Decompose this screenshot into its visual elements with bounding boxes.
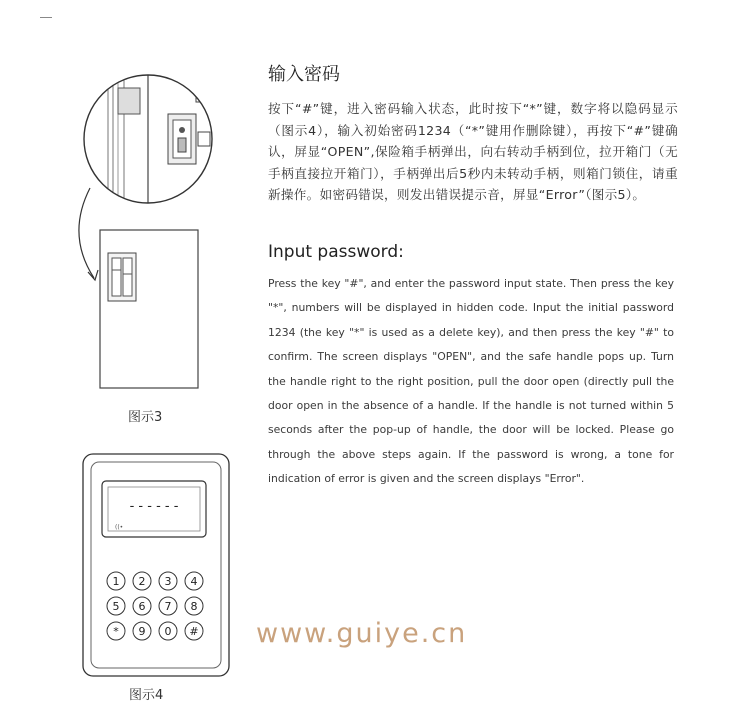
keypad-key-4 (185, 572, 203, 590)
keypad-key-8 (185, 597, 203, 615)
chinese-instructions: 按下“#”键，进入密码输入状态，此时按下“*”键，数字将以隐码显示（图示4），输入初始密码1234（“*”键用作删除键），再按下“#”键确认，屏显“OPEN”,保险箱手柄弹出，向右转动手柄到位，拉开箱门（无手柄直接拉开箱门），手柄弹出后5秒内未转动手柄，则箱门锁住，请重新操作。如密码错误，则发出错误提示音，屏显“Error”（图示5）。 (268, 101, 678, 203)
keypad-key-1 (107, 572, 125, 590)
figure-4-caption: 图示4 (129, 688, 164, 703)
figure-3-caption: 图示3 (128, 410, 163, 425)
svg-text:3: 3 (164, 575, 172, 588)
keypad-key-5 (107, 597, 125, 615)
svg-text:7: 7 (164, 600, 172, 613)
keypad-key-6 (133, 597, 151, 615)
keypad-key-3 (159, 572, 177, 590)
svg-text:8: 8 (190, 600, 198, 613)
svg-text:0: 0 (164, 625, 172, 638)
svg-text:*: * (113, 625, 119, 638)
svg-text:9: 9 (138, 625, 146, 638)
svg-text:5: 5 (112, 600, 120, 613)
english-section-title: Input password: (268, 242, 404, 262)
keypad-screen-text: - - - - - - (129, 499, 179, 514)
keypad-key-2 (133, 572, 151, 590)
chinese-section-title: 输入密码 (268, 64, 340, 85)
keypad-key-9 (133, 622, 151, 640)
top-corner-mark (40, 17, 52, 18)
keypad-key-star (107, 622, 125, 640)
english-instructions: Press the key "#", and enter the password input state. Then press the key "*", numbers will be displayed in hidden code. Input the initial password 1234 (the key "*" is used as a delete key), and then press the key "#" to confirm. The screen displays "OPEN", and the safe handle pops up. Turn the handle right to the right position, pull the door open (directly pull the door open in the absence of a handle. If the handle is not turned within 5 seconds after the pop-up of handle, the door will be locked. Please go through the above steps again. If the password is wrong, a tone for indication of error is given and the screen displays "Error". (268, 277, 674, 486)
svg-text:2: 2 (138, 575, 146, 588)
keypad-key-0 (159, 622, 177, 640)
watermark: www.guiye.cn (256, 618, 468, 649)
figure-3-illustration (60, 60, 220, 420)
svg-text:4: 4 (190, 575, 198, 588)
svg-text:6: 6 (138, 600, 146, 613)
svg-text:1: 1 (112, 575, 120, 588)
keypad-key-hash (185, 622, 203, 640)
figure-4-keypad-illustration (82, 453, 230, 677)
keypad-key-7 (159, 597, 177, 615)
svg-text:((•: ((• (115, 524, 124, 531)
svg-text:#: # (189, 625, 199, 638)
